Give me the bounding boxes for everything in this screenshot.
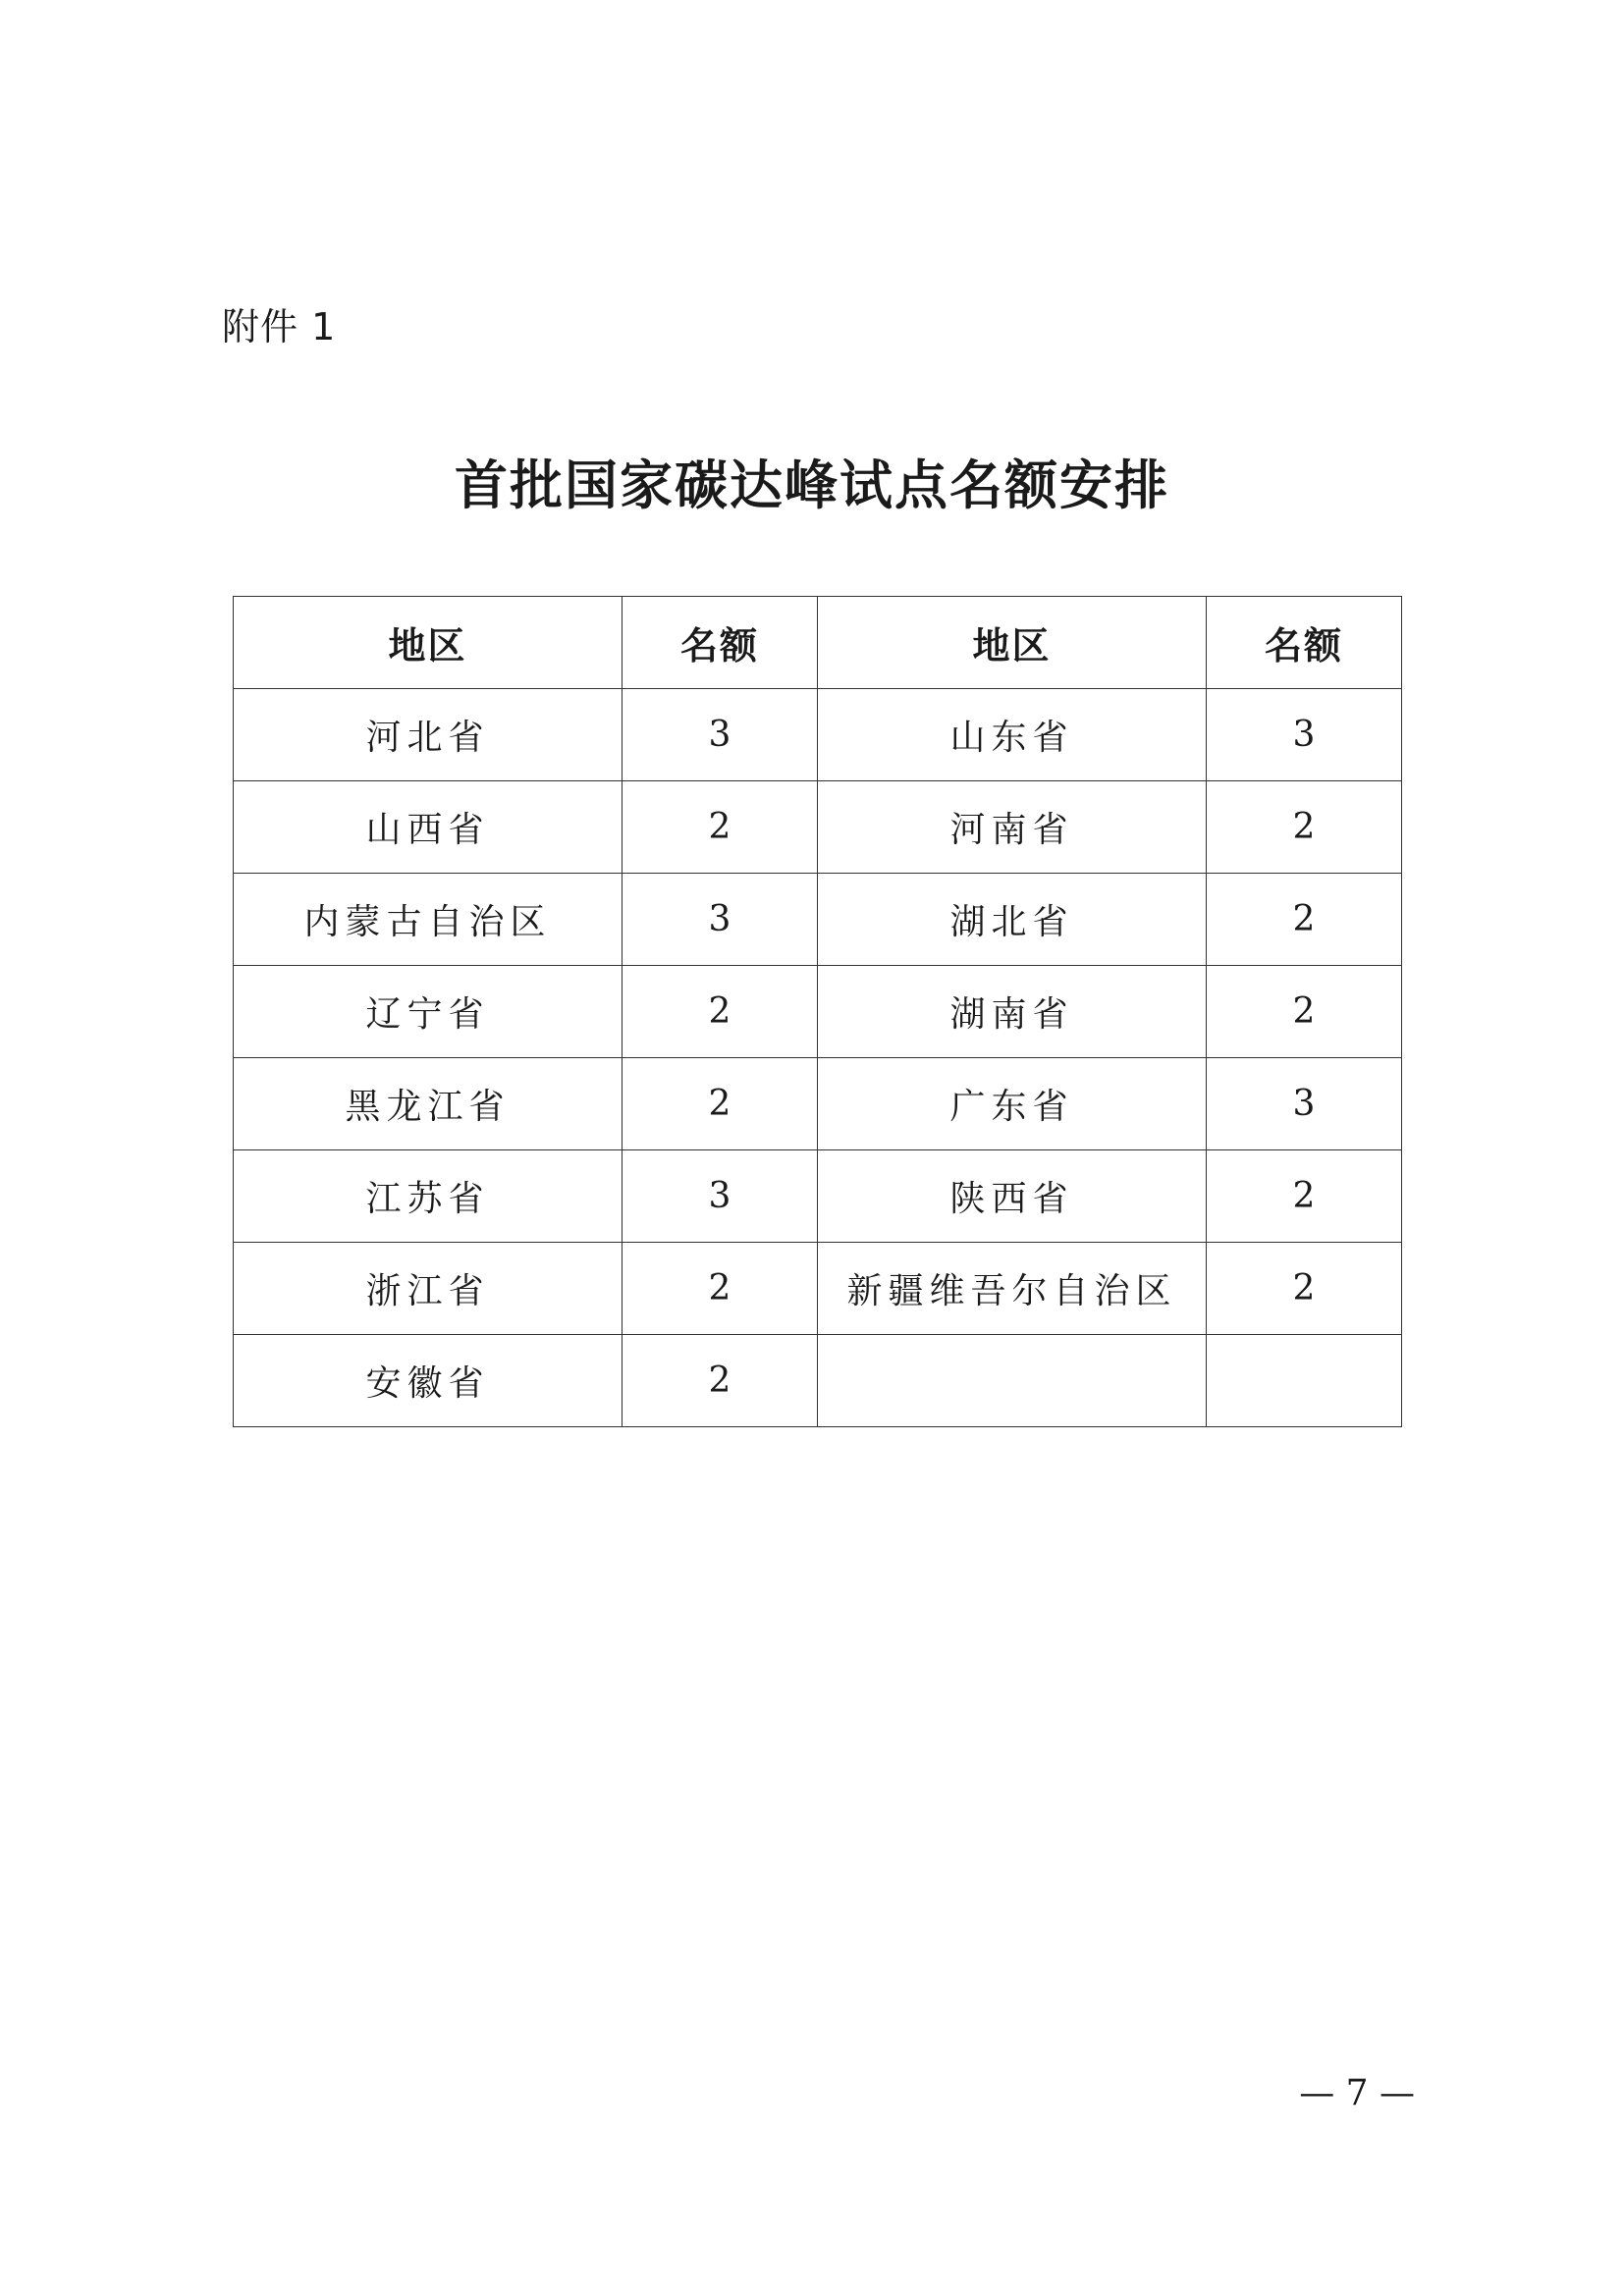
document-title: 首批国家碳达峰试点名额安排 [455,454,1169,516]
quota-cell: 2 [1207,966,1402,1058]
quota-cell: 2 [1207,1243,1402,1335]
quota-cell: 3 [623,689,818,781]
table-row [234,689,1402,781]
region-cell [818,1335,1207,1427]
table-row [234,1243,1402,1335]
region-cell: 湖南省 [818,966,1207,1058]
table-row [234,966,1402,1058]
header-quota-left: 名额 [623,597,818,689]
region-cell: 黑龙江省 [234,1058,623,1150]
quota-cell: 3 [1207,689,1402,781]
table-row [234,1335,1402,1427]
table-header-row [234,597,1402,689]
quota-cell: 2 [1207,874,1402,966]
attachment-label: 附件 1 [222,305,337,348]
header-region-right: 地区 [818,597,1207,689]
header-region-left: 地区 [234,597,623,689]
quota-cell: 3 [623,874,818,966]
quota-cell: 3 [1207,1058,1402,1150]
region-cell: 河南省 [818,781,1207,874]
region-cell: 新疆维吾尔自治区 [818,1243,1207,1335]
quota-table [233,596,1402,1427]
quota-cell: 3 [623,1150,818,1243]
header-quota-right: 名额 [1207,597,1402,689]
quota-cell: 2 [1207,781,1402,874]
quota-cell: 2 [623,1243,818,1335]
quota-cell: 2 [1207,1150,1402,1243]
quota-cell [1207,1335,1402,1427]
region-cell: 辽宁省 [234,966,623,1058]
quota-cell: 2 [623,1058,818,1150]
quota-cell: 2 [623,781,818,874]
region-cell: 河北省 [234,689,623,781]
region-cell: 江苏省 [234,1150,623,1243]
table-row [234,781,1402,874]
region-cell: 安徽省 [234,1335,623,1427]
quota-cell: 2 [623,1335,818,1427]
region-cell: 浙江省 [234,1243,623,1335]
table-row [234,1150,1402,1243]
region-cell: 山西省 [234,781,623,874]
region-cell: 湖北省 [818,874,1207,966]
region-cell: 山东省 [818,689,1207,781]
page-number: — 7 — [1299,2073,1415,2113]
region-cell: 广东省 [818,1058,1207,1150]
table-row [234,1058,1402,1150]
quota-cell: 2 [623,966,818,1058]
region-cell: 陕西省 [818,1150,1207,1243]
region-cell: 内蒙古自治区 [234,874,623,966]
table-row [234,874,1402,966]
